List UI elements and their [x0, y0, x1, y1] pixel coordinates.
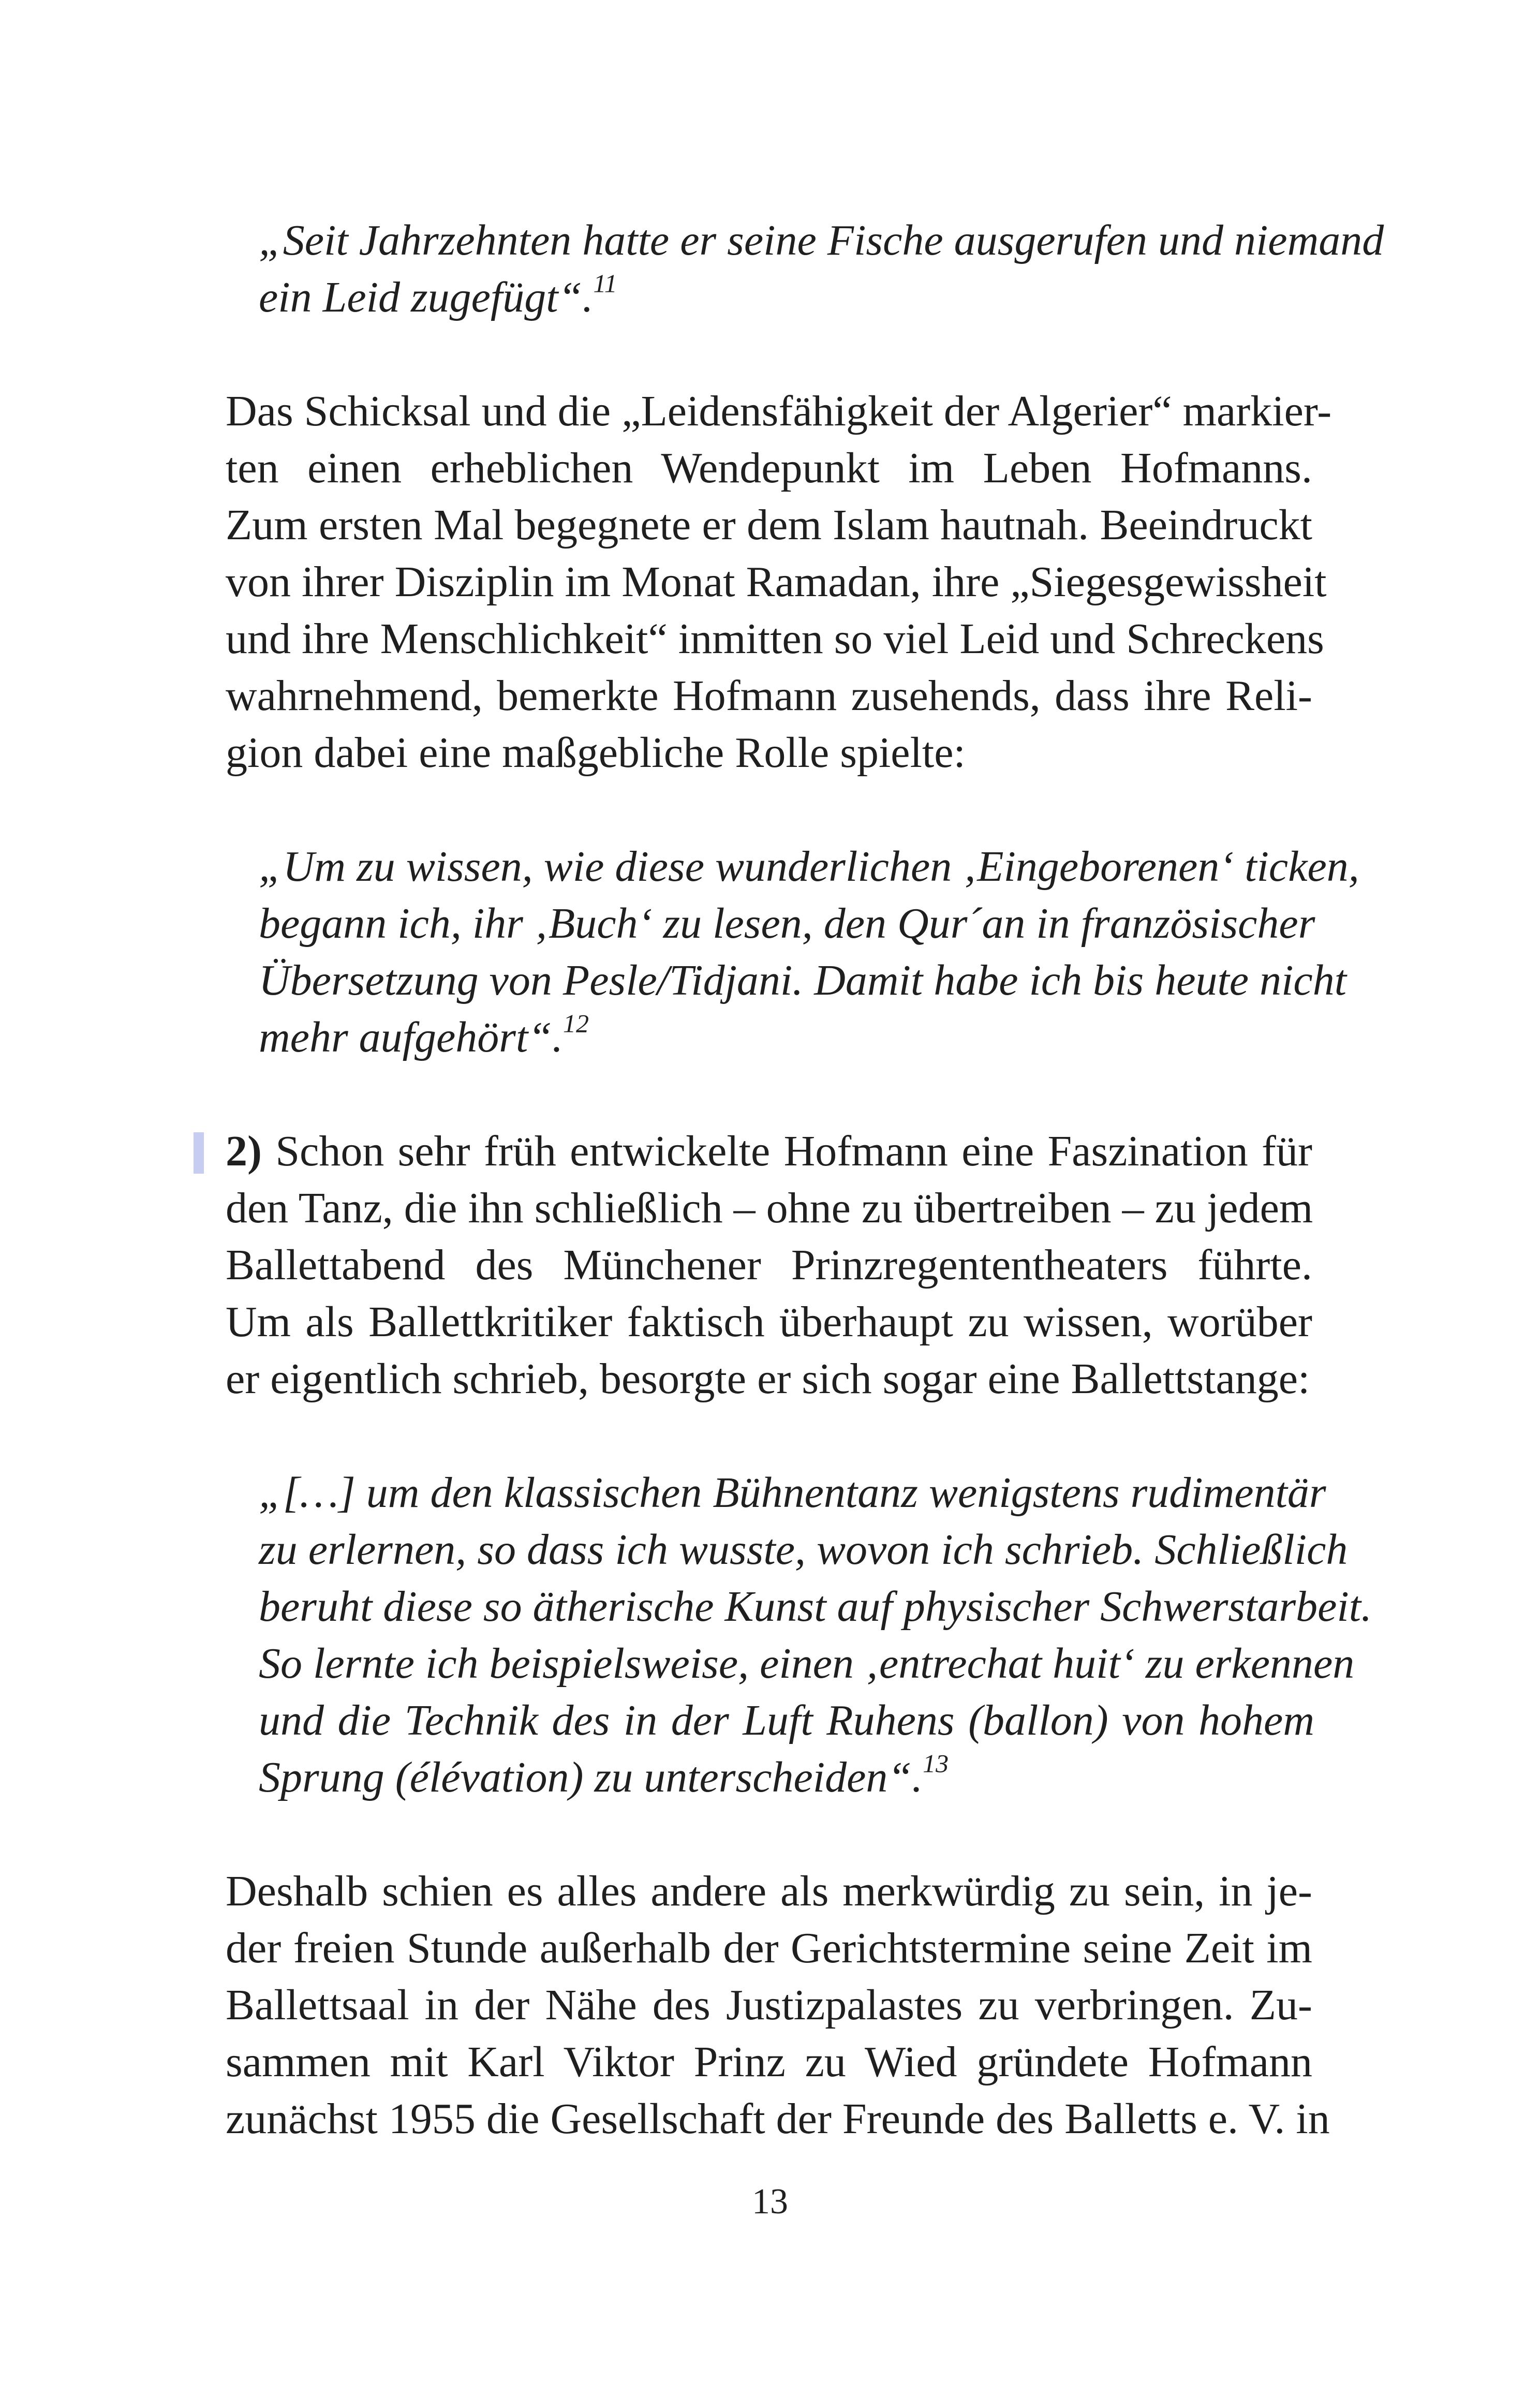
quote-text: mehr aufgehört“. [259, 1013, 563, 1061]
body-line: zunächst 1955 die Gesellschaft der Freunde des Balletts e. V. in [226, 2095, 1330, 2143]
body-line: und ihre Menschlichkeit“ inmitten so viel Leid und Schreckens [226, 615, 1324, 663]
body-line: den Tanz, die ihn schließlich – ohne zu übertreiben – zu jedem [226, 1184, 1313, 1232]
body-line: Deshalb schien es alles andere als merkwürdig zu sein, in je- [226, 1867, 1312, 1915]
body-line: von ihrer Disziplin im Monat Ramadan, ihre „Siegesgewissheit [226, 558, 1327, 606]
footnote-ref: 13 [923, 1749, 949, 1778]
body-line: ten einen erheblichen Wendepunkt im Leben Hofmanns. [226, 444, 1312, 492]
body-line: Ballettabend des Münchener Prinzregententheaters führte. [226, 1241, 1312, 1289]
quote-text: ein Leid zugefügt“. [259, 273, 594, 321]
body-line: Zum ersten Mal begegnete er dem Islam hautnah. Beeindruckt [226, 501, 1312, 549]
page-number: 13 [752, 2182, 788, 2222]
quote-line-last [259, 1749, 949, 1806]
body-line: sammen mit Karl Viktor Prinz zu Wied gründete Hofmann [226, 2038, 1312, 2086]
body-line: er eigentlich schrieb, besorgte er sich sogar eine Ballettstange: [226, 1355, 1310, 1403]
quote-line-last [259, 269, 617, 326]
quote-line: Übersetzung von Pesle/Tidjani. Damit habe ich bis heute nicht [259, 956, 1347, 1004]
footnote-ref: 12 [563, 1009, 589, 1038]
quote-line: „[…] um den klassischen Bühnentanz wenigstens rudimentär [259, 1469, 1326, 1517]
quote-line: „Seit Jahrzehnten hatte er seine Fische ausgerufen und niemand [259, 216, 1384, 264]
body-text: Schon sehr früh entwickelte Hofmann eine Faszination für [275, 1127, 1312, 1175]
body-line: der freien Stunde außerhalb der Gerichtstermine seine Zeit im [226, 1924, 1312, 1972]
quote-line: So lernte ich beispielsweise, einen ‚entrechat huit‘ zu erkennen [259, 1639, 1355, 1688]
quote-text: Sprung (élévation) zu unterscheiden“. [259, 1753, 923, 1801]
body-line: wahrnehmend, bemerkte Hofmann zusehends, dass ihre Reli- [226, 672, 1312, 720]
quote-line: begann ich, ihr ‚Buch‘ zu lesen, den Qur´an in französischer [259, 899, 1315, 948]
body-line: gion dabei eine maßgebliche Rolle spielte: [226, 729, 966, 777]
change-marker-bar [194, 1132, 204, 1174]
quote-line: „Um zu wissen, wie diese wunderlichen ‚Eingeborenen‘ ticken, [259, 842, 1359, 891]
quote-line: und die Technik des in der Luft Ruhens (ballon) von hohem [259, 1696, 1314, 1744]
quote-line: beruht diese so ätherische Kunst auf physischer Schwerstarbeit. [259, 1582, 1372, 1631]
quote-line-last [259, 1009, 589, 1066]
body-line: Das Schicksal und die „Leidensfähigkeit der Algerier“ markier- [226, 387, 1332, 435]
body-line-first [226, 1123, 1312, 1180]
body-line: Ballettsaal in der Nähe des Justizpalastes zu verbringen. Zu- [226, 1981, 1312, 2029]
quote-line: zu erlernen, so dass ich wusste, wovon ich schrieb. Schließlich [259, 1526, 1348, 1574]
item-number: 2) [226, 1127, 262, 1175]
body-line: Um als Ballettkritiker faktisch überhaupt zu wissen, worüber [226, 1298, 1312, 1346]
footnote-ref: 11 [593, 269, 617, 298]
